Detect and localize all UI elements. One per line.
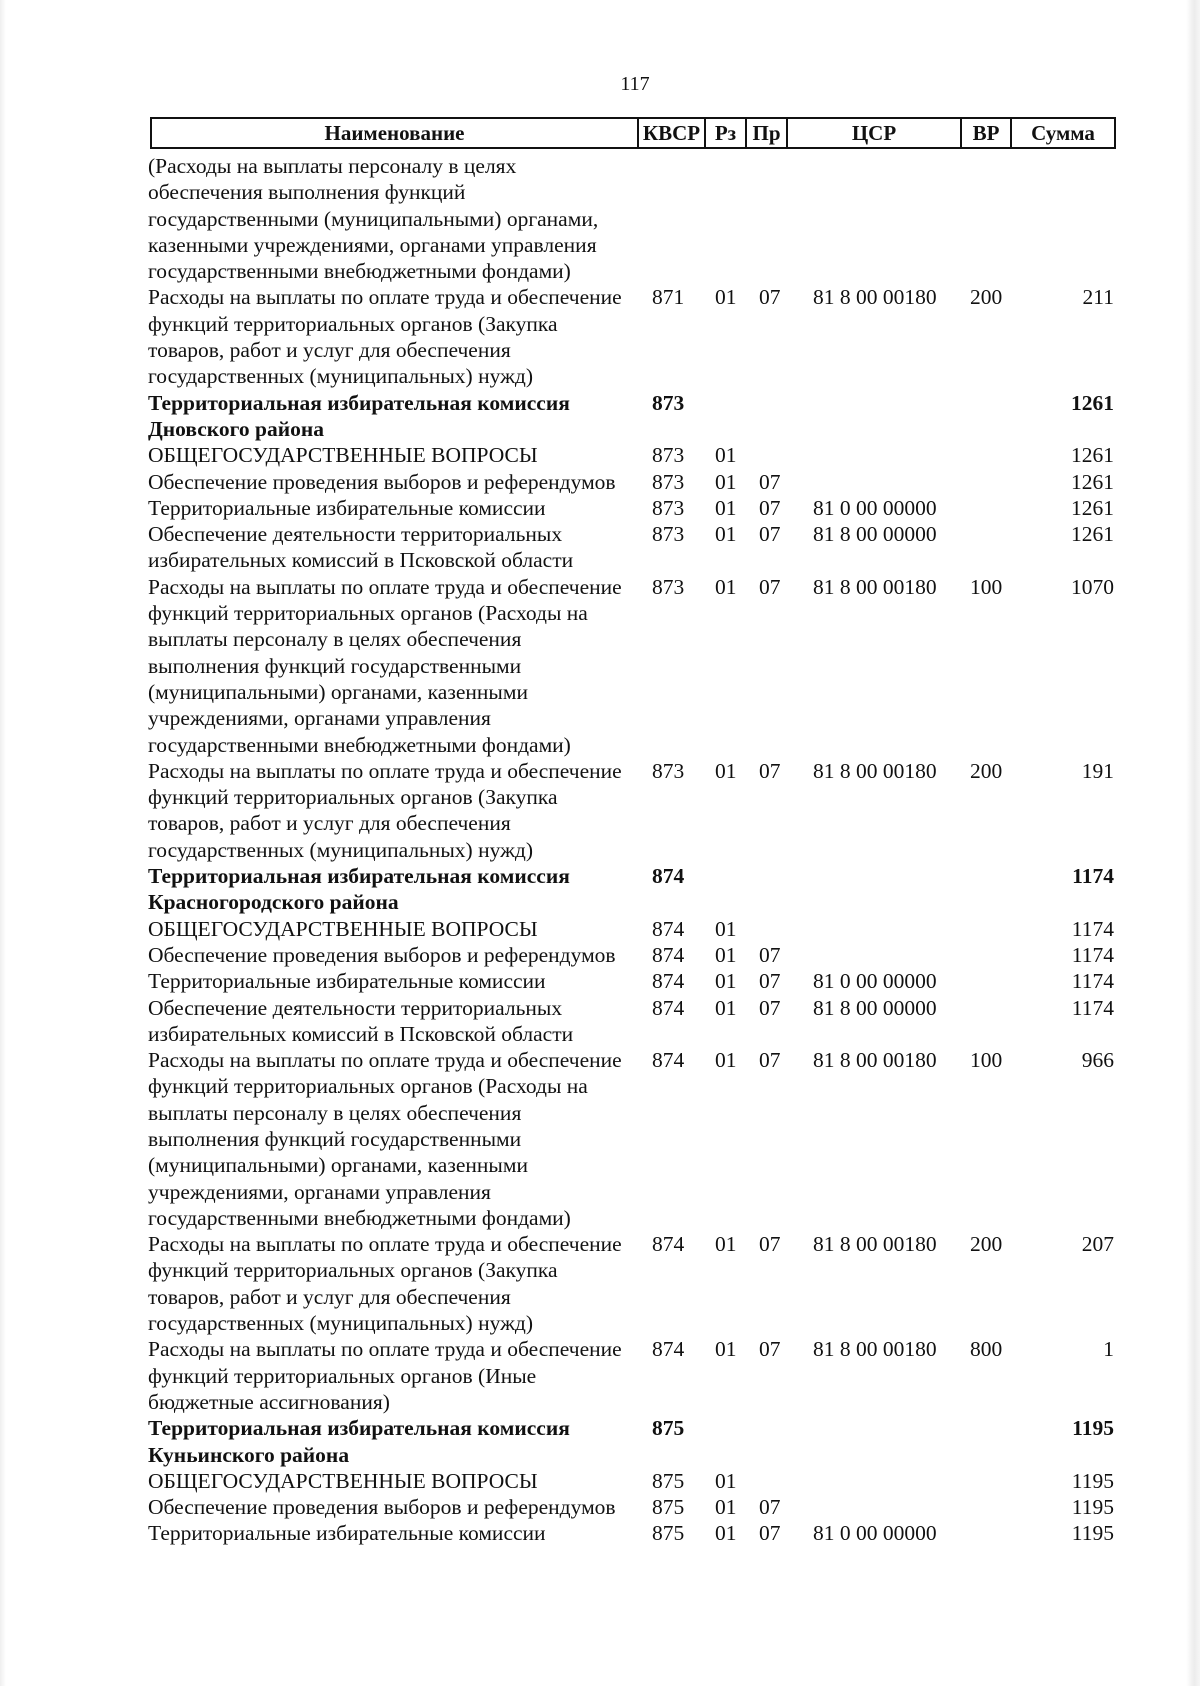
row-kvsr: 875 <box>652 1416 685 1441</box>
row-vr: 200 <box>970 1232 1003 1257</box>
row-name: ОБЩЕГОСУДАРСТВЕННЫЕ ВОПРОСЫ <box>148 1468 538 1493</box>
row-csr: 81 0 00 00000 <box>813 969 937 994</box>
row-sum: 1174 <box>1072 864 1114 889</box>
row-rz: 01 <box>715 995 737 1020</box>
row-sum: 1174 <box>1071 995 1114 1020</box>
row-name: Территориальные избирательные комиссии <box>148 495 546 520</box>
row-rz: 01 <box>715 1468 737 1493</box>
row-name: Обеспечение проведения выборов и референдумов <box>148 469 616 494</box>
row-sum: 211 <box>1082 285 1114 310</box>
table-row <box>148 995 1116 1048</box>
row-vr: 100 <box>970 1048 1003 1073</box>
row-rz: 01 <box>715 758 737 783</box>
row-name: Расходы на выплаты по оплате труда и обеспечение функций территориальных органов (Закупка товаров, работ и услуг для обеспечения государственных (муниципальных) нужд) <box>148 1232 622 1336</box>
row-kvsr: 874 <box>652 1232 685 1257</box>
row-pr: 07 <box>759 942 781 967</box>
row-pr: 07 <box>759 1521 781 1546</box>
row-pr: 07 <box>759 969 781 994</box>
table-row <box>148 863 1116 916</box>
table-row <box>148 1468 1116 1494</box>
row-rz: 01 <box>715 1048 737 1073</box>
row-rz: 01 <box>715 1337 737 1362</box>
table-row <box>148 574 1116 758</box>
row-name: Обеспечение проведения выборов и референдумов <box>148 942 616 967</box>
row-name: Территориальная избирательная комиссия Куньинского района <box>148 1416 570 1467</box>
row-vr: 800 <box>970 1337 1003 1362</box>
row-pr: 07 <box>759 758 781 783</box>
row-csr: 81 8 00 00180 <box>813 1048 937 1073</box>
row-name: Территориальная избирательная комиссия Красногородского района <box>148 864 570 915</box>
row-kvsr: 874 <box>652 995 685 1020</box>
row-rz: 01 <box>715 574 737 599</box>
table-row <box>148 521 1116 574</box>
table-row <box>148 1047 1116 1231</box>
table-row <box>148 1520 1116 1546</box>
row-rz: 01 <box>715 285 737 310</box>
row-pr: 07 <box>759 522 781 547</box>
row-rz: 01 <box>715 942 737 967</box>
row-kvsr: 875 <box>652 1521 685 1546</box>
row-kvsr: 873 <box>652 574 685 599</box>
row-kvsr: 873 <box>652 443 685 468</box>
row-name: ОБЩЕГОСУДАРСТВЕННЫЕ ВОПРОСЫ <box>148 443 538 468</box>
row-kvsr: 875 <box>652 1468 685 1493</box>
row-sum: 1 <box>1103 1337 1114 1362</box>
row-vr: 200 <box>970 285 1003 310</box>
row-name: Территориальная избирательная комиссия Дновского района <box>148 390 570 441</box>
row-sum: 1261 <box>1071 469 1114 494</box>
row-csr: 81 8 00 00180 <box>813 1337 937 1362</box>
row-rz: 01 <box>715 443 737 468</box>
row-name: Расходы на выплаты по оплате труда и обеспечение функций территориальных органов (Расходы на выплаты персоналу в целях обеспечения выполнения функций государственными (муниципальными) органами, казенными учреждениями, органами управления государственными внебюджетными фондами) <box>148 574 622 757</box>
header-pr: Пр <box>745 119 786 147</box>
table-row <box>148 390 1116 443</box>
page-number: 117 <box>620 73 650 95</box>
row-sum: 1195 <box>1071 1468 1114 1493</box>
row-kvsr: 874 <box>652 1048 685 1073</box>
row-sum: 191 <box>1081 758 1114 783</box>
row-name: Расходы на выплаты по оплате труда и обеспечение функций территориальных органов (Расходы на выплаты персоналу в целях обеспечения выполнения функций государственными (муниципальными) органами, казенными учреждениями, органами управления государственными внебюджетными фондами) <box>148 1048 622 1230</box>
table-header <box>150 117 1116 149</box>
row-vr: 100 <box>970 574 1003 599</box>
row-rz: 01 <box>715 1232 737 1257</box>
row-csr: 81 0 00 00000 <box>813 495 937 520</box>
row-sum: 1174 <box>1071 942 1114 967</box>
row-name: (Расходы на выплаты персоналу в целях обеспечения выполнения функций государственными (муниципальными) органами, казенными учреждениями, органами управления государственными внебюджетными фондами) <box>148 154 599 284</box>
table-row <box>148 758 1116 863</box>
row-kvsr: 873 <box>652 495 685 520</box>
row-kvsr: 874 <box>652 864 685 889</box>
row-kvsr: 875 <box>652 1495 685 1520</box>
table-row <box>148 916 1116 942</box>
row-name: Расходы на выплаты по оплате труда и обеспечение функций территориальных органов (Иные бюджетные ассигнования) <box>148 1337 622 1414</box>
row-vr: 200 <box>970 758 1003 783</box>
header-csr: ЦСР <box>786 119 960 147</box>
row-name: Расходы на выплаты по оплате труда и обеспечение функций территориальных органов (Закупка товаров, работ и услуг для обеспечения государственных (муниципальных) нужд) <box>148 285 622 389</box>
row-sum: 1195 <box>1072 1416 1114 1441</box>
row-pr: 07 <box>759 495 781 520</box>
table-row <box>148 284 1116 389</box>
row-csr: 81 8 00 00180 <box>813 1232 937 1257</box>
row-sum: 1195 <box>1071 1495 1114 1520</box>
row-kvsr: 874 <box>652 1337 685 1362</box>
header-name: Наименование <box>324 121 465 145</box>
row-name: Обеспечение деятельности территориальных избирательных комиссий в Псковской области <box>148 522 574 573</box>
row-rz: 01 <box>715 522 737 547</box>
row-sum: 1070 <box>1071 574 1114 599</box>
row-kvsr: 874 <box>652 969 685 994</box>
row-name: Обеспечение деятельности территориальных избирательных комиссий в Псковской области <box>148 995 574 1046</box>
row-name: Территориальные избирательные комиссии <box>148 969 546 994</box>
row-sum: 1261 <box>1071 443 1114 468</box>
row-pr: 07 <box>759 1232 781 1257</box>
row-csr: 81 8 00 00180 <box>813 758 937 783</box>
row-csr: 81 8 00 00000 <box>813 522 937 547</box>
table-row <box>148 1336 1116 1415</box>
row-pr: 07 <box>759 1337 781 1362</box>
row-rz: 01 <box>715 916 737 941</box>
row-sum: 207 <box>1081 1232 1114 1257</box>
row-name: ОБЩЕГОСУДАРСТВЕННЫЕ ВОПРОСЫ <box>148 916 538 941</box>
row-kvsr: 874 <box>652 942 685 967</box>
row-pr: 07 <box>759 285 781 310</box>
row-name: Территориальные избирательные комиссии <box>148 1521 546 1546</box>
row-rz: 01 <box>715 969 737 994</box>
row-csr: 81 8 00 00000 <box>813 995 937 1020</box>
table-row <box>148 942 1116 968</box>
row-rz: 01 <box>715 1495 737 1520</box>
row-name: Обеспечение проведения выборов и референдумов <box>148 1495 616 1520</box>
row-rz: 01 <box>715 1521 737 1546</box>
table-row <box>148 1494 1116 1520</box>
row-pr: 07 <box>759 574 781 599</box>
table-row <box>148 469 1116 495</box>
table-body <box>148 153 1116 1547</box>
row-csr: 81 8 00 00180 <box>813 574 937 599</box>
row-kvsr: 873 <box>652 758 685 783</box>
row-sum: 1195 <box>1071 1521 1114 1546</box>
row-name: Расходы на выплаты по оплате труда и обеспечение функций территориальных органов (Закупка товаров, работ и услуг для обеспечения государственных (муниципальных) нужд) <box>148 758 622 862</box>
row-csr: 81 8 00 00180 <box>813 285 937 310</box>
table-row <box>148 442 1116 468</box>
table-row <box>148 1415 1116 1468</box>
row-sum: 1174 <box>1071 916 1114 941</box>
row-pr: 07 <box>759 1495 781 1520</box>
row-kvsr: 873 <box>652 469 685 494</box>
scan-edge-left <box>0 0 6 1686</box>
row-sum: 966 <box>1081 1048 1114 1073</box>
row-pr: 07 <box>759 1048 781 1073</box>
table-row <box>148 153 1116 284</box>
scan-edge-right <box>1186 0 1200 1686</box>
table-row <box>148 968 1116 994</box>
row-rz: 01 <box>715 469 737 494</box>
row-kvsr: 874 <box>652 916 685 941</box>
row-pr: 07 <box>759 469 781 494</box>
header-sum: Сумма <box>1010 119 1114 147</box>
row-sum: 1261 <box>1071 390 1114 415</box>
row-sum: 1261 <box>1071 522 1114 547</box>
table-row <box>148 495 1116 521</box>
row-rz: 01 <box>715 495 737 520</box>
table-row <box>148 1231 1116 1336</box>
header-kvsr: КВСР <box>637 119 704 147</box>
row-pr: 07 <box>759 995 781 1020</box>
row-sum: 1261 <box>1071 495 1114 520</box>
row-sum: 1174 <box>1071 969 1114 994</box>
row-kvsr: 873 <box>652 390 685 415</box>
row-kvsr: 871 <box>652 285 685 310</box>
row-csr: 81 0 00 00000 <box>813 1521 937 1546</box>
header-vr: ВР <box>960 119 1010 147</box>
header-rz: Рз <box>704 119 745 147</box>
row-kvsr: 873 <box>652 522 685 547</box>
